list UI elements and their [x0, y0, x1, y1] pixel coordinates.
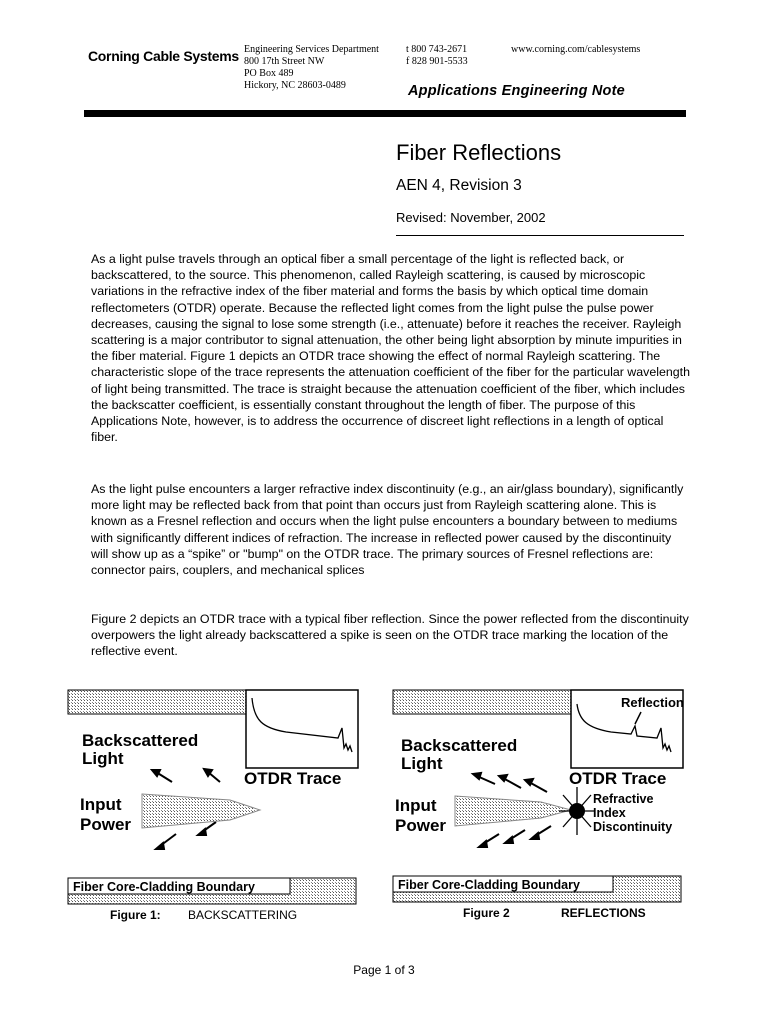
cladding-top: [68, 690, 246, 714]
address-line: Hickory, NC 28603-0489: [244, 80, 346, 91]
document-title: Fiber Reflections: [396, 140, 562, 165]
input-power-label-2: Power: [80, 815, 132, 834]
backscatter-label: Backscattered: [401, 736, 518, 755]
backscatter-label-2: Light: [82, 749, 124, 768]
discontinuity-label-3: Discontinuity: [593, 820, 673, 834]
cladding-top: [393, 690, 571, 714]
input-power-label: Input: [395, 796, 437, 815]
title-rule: [396, 235, 684, 236]
address-line: 800 17th Street NW: [244, 56, 325, 67]
body-paragraph: As the light pulse encounters a larger refractive index discontinuity (e.g., an air/glass boundary), significantly more light may be reflected back from that point than occurs just from Rayleigh scattering alone. This is known as a Fresnel reflection and occurs when the light pulse encounters a boundary between to mediums with significantly different indices of refraction. The increase in reflected power caused by the discontinuity will show up as a “spike” or "bump" on the OTDR trace. The primary sources of Fresnel reflections are: connector pairs, couplers, and mechanical splices: [91, 482, 684, 578]
figure-2-diagram: [391, 688, 687, 906]
figure-2-caption-text: REFLECTIONS: [561, 906, 646, 920]
boundary-label: Fiber Core-Cladding Boundary: [398, 878, 580, 892]
body-paragraph: As a light pulse travels through an optical fiber a small percentage of the light is reflected back, or backscattered, to the source. This phenomenon, called Rayleigh scattering, is caused by microscopic variations in the refractive index of the fiber material and forms the basis by which optical time domain reflectometers (OTDR) operate. Because the reflected light comes from the light pulse the pulse power decreases, causing the signal to lose some strength (i.e., attenuate) before it reaches the receiver. Rayleigh scattering is a major contributor to signal attenuation, the other being light absorption by minute impurities in the fiber material. Figure 1 depicts an OTDR trace showing the effect of normal Rayleigh scattering. The characteristic slope of the trace represents the attenuation coefficient of the fiber for the particular wavelength of light being transmitted. The trace is straight because the attenuation coefficient of the fiber, which includes the backscatter coefficient, is essentially constant throughout the length of fiber. The purpose of this Applications Note, however, is to address the occurrence of discreet light reflections in a length of optical fiber.: [91, 252, 690, 445]
note-type-heading: Applications Engineering Note: [408, 83, 625, 99]
input-power-label: Input: [80, 795, 122, 814]
contact-numbers: [406, 44, 468, 68]
discontinuity-point: [569, 803, 585, 819]
page-number: Page 1 of 3: [353, 963, 415, 977]
backscatter-label-2: Light: [401, 754, 443, 773]
boundary-label: Fiber Core-Cladding Boundary: [73, 880, 255, 894]
company-name: Corning Cable Systems: [88, 48, 239, 64]
address-line: PO Box 489: [244, 68, 294, 79]
figure-2-caption-label: Figure 2: [463, 906, 510, 920]
fax-number: f 828 901-5533: [406, 56, 468, 67]
website-link[interactable]: www.corning.com/cablesystems: [511, 44, 641, 55]
reflection-label: Reflection: [621, 695, 684, 710]
input-power-arrow: [142, 794, 260, 828]
otdr-trace-label: OTDR Trace: [569, 769, 667, 788]
body-paragraph: Figure 2 depicts an OTDR trace with a typical fiber reflection. Since the power reflected from the discontinuity overpowers the light already backscattered a spike is seen on the OTDR trace marking the location of the reflective event.: [91, 612, 689, 659]
revision-date: Revised: November, 2002: [396, 210, 546, 225]
phone-number: t 800 743-2671: [406, 44, 468, 55]
otdr-trace-label: OTDR Trace: [244, 769, 342, 788]
discontinuity-label-2: Index: [593, 806, 626, 820]
company-address: [244, 44, 379, 92]
header-rule: [84, 110, 686, 117]
address-line: Engineering Services Department: [244, 44, 379, 55]
figure-1-diagram: [66, 688, 362, 906]
figure-1-caption-text: BACKSCATTERING: [188, 908, 298, 922]
document-subtitle: AEN 4, Revision 3: [396, 177, 522, 194]
input-power-arrow: [455, 796, 571, 826]
backscatter-label: Backscattered: [82, 731, 199, 750]
input-power-label-2: Power: [395, 816, 447, 835]
figure-1-caption-label: Figure 1:: [110, 908, 161, 922]
discontinuity-label: Refractive: [593, 792, 654, 806]
